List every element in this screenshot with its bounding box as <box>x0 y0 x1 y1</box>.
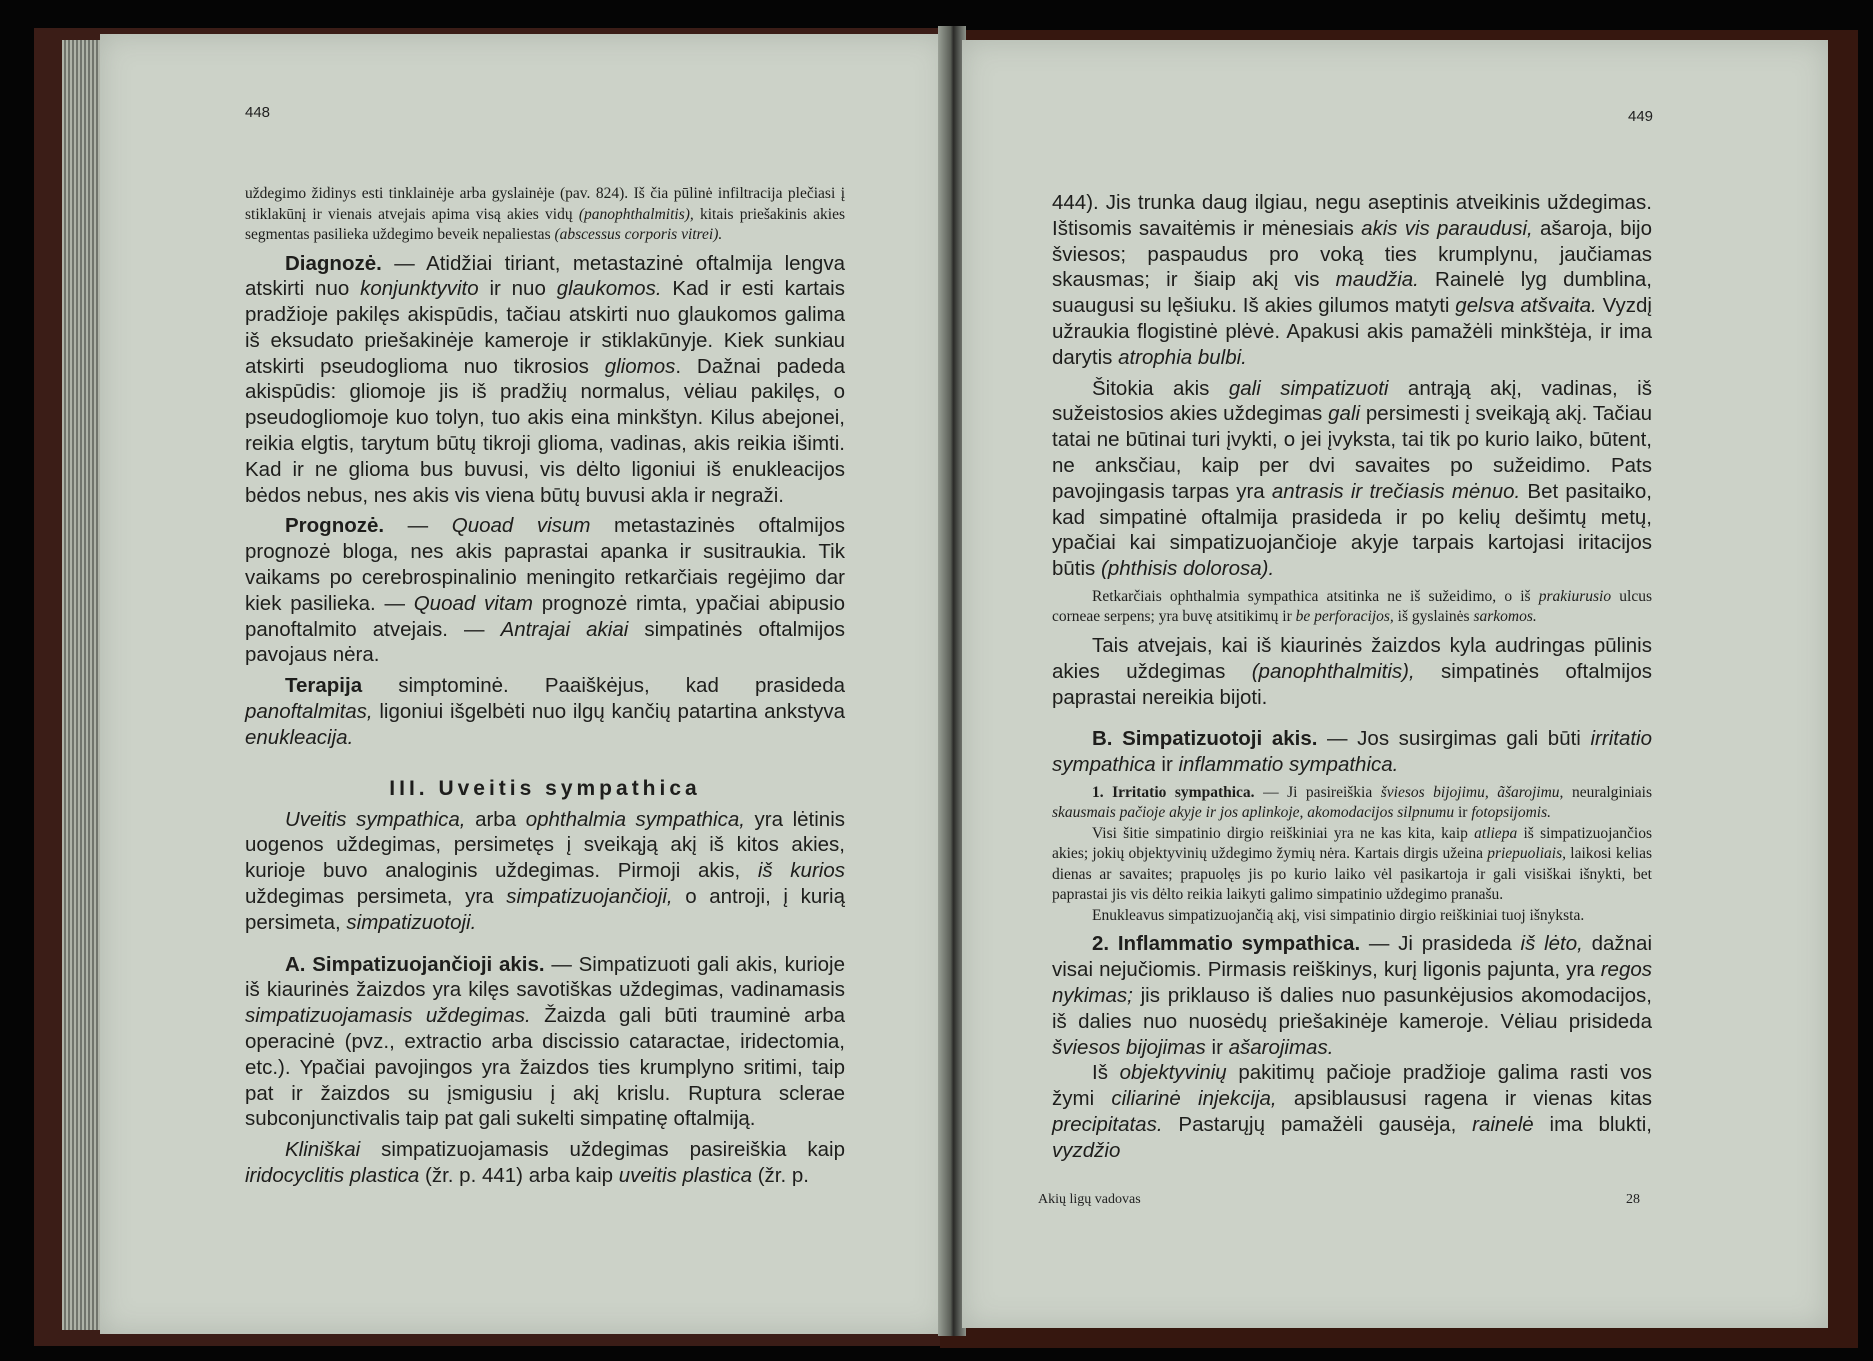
small-print-paragraph <box>1052 824 1652 906</box>
italic-term: simpatizuojamasis uždegimas. <box>245 1004 531 1028</box>
text-run: prognozė rimta, ypačiai abipusio panoftalmito atvejais. — <box>245 591 845 641</box>
italic-term: gliomos <box>604 354 676 378</box>
text-run: apsiblaususi ragena ir vienas kitas <box>1276 1087 1653 1111</box>
text-run: o antroji, į kurią persimeta, <box>245 885 846 934</box>
left-page-text <box>245 184 845 1189</box>
italic-term: simpatizuotoji. <box>346 910 477 934</box>
text-run: Žaizda gali būti trauminė arba operacinė (pvz., extractio arba discissio cataractae, iridectomia, etc.). Ypačiai pavojingos yra žaizdos ties krumplyno sritimi, taip pat ir žaizdos su įsmigusiu į akį krislu. Ruptura sclerae subconjunctivalis taip pat gali sukelti simpatinę oftalmiją. <box>245 1004 845 1131</box>
text-run: (žr. p. 441) arba kaip <box>419 1164 619 1187</box>
text-run: . Dažnai padeda akispūdis: gliomoje jis iš pradžių normalus, vėliau pakilęs, o pseudogliomoje kuo tolyn, tuo akis eina minkštyn. Kilus abejonei, reikia elgtis, tarytum būtų tikroji glioma, vadinas, akis reikia išimti. Kad ir ne glioma bus buvusi, vis dėlto ligoniui iš enukleacijos bėdos nebus, nes akis vis viena būtų buvusi akla ir negraži. <box>245 354 845 507</box>
text-run: simpatinės oftalmijos pavojaus nėra. <box>245 617 845 667</box>
text-run: uždegimo židinys esti tinklainėje arba gyslainėje (pav. 824). Iš čia pūlinė infiltracija plečiasi į stiklakūnį ir vienais atvejais apima visą akies vidų <box>245 185 845 223</box>
italic-term: iridocyclitis plastica <box>245 1164 420 1187</box>
right-page-text <box>1052 190 1652 1164</box>
italic-term: iš lėto, <box>1520 932 1583 956</box>
italic-term: regos nykimas; <box>1052 958 1652 1008</box>
paragraph <box>245 513 845 668</box>
bold-term: B. Simpatizuotoji akis. <box>1092 727 1318 751</box>
small-print-paragraph <box>245 184 845 246</box>
text-run: dažnai visai nejučiomis. Pirmasis reiškinys, kurį ligonis pajunta, yra <box>1052 932 1653 982</box>
footer-signature-number: 28 <box>1626 1192 1640 1207</box>
paragraph <box>245 251 845 509</box>
text-run: simptominė. Paaiškėjus, kad prasideda <box>362 674 845 698</box>
italic-term: simpatizuojančioji, <box>506 885 673 909</box>
bold-term: 2. Inflammatio sympathica. <box>1092 932 1361 956</box>
text-run: ulcus corneae serpens; yra buvę atsitikimų ir <box>1052 587 1652 626</box>
text-run: (žr. p. <box>752 1164 809 1187</box>
text-run: antrąją akį, vadinas, iš sužeistosios akies uždegimas <box>1052 376 1652 426</box>
text-run: Rainelė lyg dumblina, suaugusi su lęšiuku. Iš akies gilumos matyti <box>1052 268 1652 318</box>
text-run: — <box>384 514 452 538</box>
bold-term: Prognozė. <box>285 514 385 538</box>
text-run: laikosi kelias dienas ar savaites; prapuolęs jis po kurio laiko vėl pasikartoja ir gali visiškai išnykti, bet paprastai jis vis dėlto reikia laikyti galimo simpatinio uždegimo pranašu. <box>1052 845 1652 904</box>
italic-term: konjunktyvito <box>360 277 479 301</box>
italic-term: šviesos bijojimu, ãšarojimu, <box>1380 783 1564 801</box>
text-run: neuralginiais <box>1563 783 1652 801</box>
paragraph <box>1052 190 1652 371</box>
text-run: ir <box>1454 804 1472 822</box>
text-run: — Jos susirgimas gali būti <box>1317 727 1591 751</box>
paragraph <box>1052 633 1652 710</box>
italic-term: šviesos bijojimas <box>1052 1035 1206 1059</box>
text-run: persimesti į sveikąją akį. Tačiau tatai ne būtinai turi įvykti, o jei įvyksta, tai tik po kurio laiko, būtent, ne anksčiau, kaip per dvi savaites po sužeidimo. Pats pavojingasis tarpas yra <box>1052 402 1653 503</box>
italic-term: Antrajai akiai <box>500 617 629 641</box>
italic-term: be perforacijos, <box>1295 608 1394 626</box>
text-run: Retkarčiais ophthalmia sympathica atsitinka ne iš sužeidimo, o iš <box>1092 587 1539 605</box>
text-run: simpatizuojamasis uždegimas pasireiškia kaip <box>360 1138 845 1162</box>
text-run: ašaroja, bijo šviesos; paspaudus pro voką ties krumplynu, jaučiamas skausmas; ir šiaip akį vis <box>1052 216 1653 292</box>
text-run: Tais atvejais, kai iš kiaurinės žaizdos kyla audringas pūlinis akies uždegimas <box>1052 633 1652 683</box>
bold-term: A. Simpatizuojančioji akis. <box>285 952 545 976</box>
text-run: Pastarųjų pamažėli gausėja, <box>1162 1113 1473 1137</box>
italic-term: inflammatio sympathica. <box>1178 753 1399 777</box>
italic-term: enukleacija. <box>245 725 354 749</box>
section-heading <box>245 775 845 803</box>
text-run: Kad ir esti kartais pradžioje pakilęs akispūdis, tačiau atskirti nuo glaukomos galima iš eksudato priešakinėje kameroje ir stiklakūnyje. Kiek sunkiau atskirti pseudoglioma nuo tikrosios <box>245 277 845 378</box>
page-edges <box>62 40 102 1330</box>
italic-term: irritatio sympathica <box>1052 727 1652 777</box>
text-run: — Simpatizuoti gali akis, kurioje iš kiaurinės žaizdos yra kilęs savotiškas uždegimas, vadinamasis <box>245 952 846 1002</box>
text-run: — Ji prasideda <box>1360 932 1521 956</box>
italic-term: antrasis ir trečiasis mėnuo. <box>1271 479 1521 503</box>
italic-term: akis vis paraudusi, <box>1361 216 1533 240</box>
text-run: Vyzdį užraukia flogistinė plėvė. Apakusi akis pamažėli minkštėja, ir ima darytis <box>1052 294 1652 369</box>
text-run: iš gyslainės <box>1393 608 1474 626</box>
italic-term: sarkomos. <box>1473 608 1537 626</box>
italic-term: ophthalmia sympathica, <box>525 807 745 831</box>
italic-term: rainelė <box>1472 1113 1534 1137</box>
paragraph <box>245 807 845 936</box>
text-run: arba <box>465 807 526 831</box>
text-run: ligoniui išgelbėti nuo ilgų kančių patartina ankstyva <box>372 700 845 724</box>
italic-term: ašarojimas. <box>1228 1035 1334 1059</box>
italic-term: gelsva atšvaita. <box>1455 294 1597 318</box>
text-run: Iš <box>1092 1061 1120 1085</box>
text-run: simpatinės oftalmijos paprastai nereikia bijoti. <box>1052 659 1652 709</box>
italic-term: atliepa <box>1474 824 1518 842</box>
text-run: — Ji pasireiškia <box>1254 783 1381 801</box>
italic-term: panoftalmitas, <box>245 700 373 724</box>
bold-term: Terapija <box>285 674 363 698</box>
text-run: 444). Jis trunka daug ilgiau, negu aseptinis atveikinis uždegimas. Ištisomis savaitėmis ir mėnesiais <box>1052 191 1652 240</box>
italic-term: Quoad vitam <box>413 591 534 615</box>
italic-term: precipitatas. <box>1052 1113 1163 1137</box>
italic-term: maudžia. <box>1335 268 1419 292</box>
italic-term: (abscessus corporis vitrei). <box>554 226 723 243</box>
text-run: Šitokia akis <box>1092 376 1229 400</box>
small-print-paragraph <box>1052 783 1652 824</box>
italic-term: gali <box>1328 402 1361 426</box>
italic-term: prakiurusio <box>1538 587 1612 605</box>
italic-term: vyzdžio <box>1052 1138 1121 1162</box>
paragraph <box>1052 726 1652 778</box>
text-run: Visi šitie simpatinio dirgio reiškiniai yra ne kas kita, kaip <box>1092 824 1475 842</box>
italic-term: uveitis plastica <box>618 1164 753 1187</box>
italic-term: Uveitis sympathica, <box>285 807 466 831</box>
text-run: uždegimas persimeta, yra <box>245 885 507 909</box>
paragraph <box>1052 931 1652 1060</box>
text-run: jis priklauso iš dalies nuo pasunkėjusios akomodacijos, iš dalies nuo nuosėdų priešakinėje kameroje. Vėliau prisideda <box>1052 984 1652 1033</box>
page-number: 449 <box>1628 108 1654 125</box>
text-run: ir nuo <box>478 277 557 301</box>
page-number: 448 <box>245 104 271 121</box>
italic-term: Kliniškai <box>285 1138 361 1162</box>
italic-term: (phthisis dolorosa). <box>1101 557 1275 581</box>
italic-term: iš kurios <box>757 859 845 883</box>
paragraph <box>245 673 845 750</box>
italic-term: objektyvinių <box>1119 1061 1227 1085</box>
text-run: — Atidžiai tiriant, metastazinė oftalmija lengva atskirti nuo <box>245 251 845 301</box>
italic-term: atrophia bulbi. <box>1118 345 1247 369</box>
paragraph <box>1052 376 1652 582</box>
paragraph <box>245 952 845 1133</box>
italic-term: glaukomos. <box>556 277 662 301</box>
text-run: pakitimų pačioje pradžioje galima rasti vos žymi <box>1052 1061 1652 1111</box>
left-page <box>100 34 946 1334</box>
italic-term: (panophthalmitis), <box>1251 659 1415 683</box>
text-run: ir <box>1155 753 1179 777</box>
italic-term: fotopsijomis. <box>1471 804 1551 822</box>
italic-term: priepuoliais, <box>1487 845 1567 863</box>
italic-term: ciliarinė injekcija, <box>1111 1087 1277 1111</box>
paragraph <box>1052 1060 1652 1163</box>
text-run: ima blukti, <box>1533 1113 1652 1137</box>
bold-term: Diagnozė. <box>285 251 382 275</box>
text-run: metastazinės oftalmijos prognozė bloga, nes akis paprastai apanka ir susitraukia. Tik vaikams po cerebrospinalinio meningito retkarčiais regėjimo dar kiek pasilieka. — <box>245 514 845 615</box>
right-page <box>962 40 1828 1328</box>
paragraph <box>245 1137 845 1189</box>
text-run: III. Uveitis sympathica <box>389 776 701 800</box>
small-print-paragraph <box>1052 906 1652 927</box>
italic-term: (panophthalmitis), <box>578 205 694 223</box>
text-run: Enukleavus simpatizuojančią akį, visi simpatinio dirgio reiškiniai tuoj išnyksta. <box>1092 906 1585 924</box>
bold-term: 1. Irritatio sympathica. <box>1092 783 1255 801</box>
small-print-paragraph <box>1052 587 1652 628</box>
text-run: Bet pasitaiko, kad simpatinė oftalmija prasideda ir po kelių dešimtų metų, ypačiai kai simpatizuojančioje akyje tarpais kartojasi iritacijos būtis <box>1052 479 1652 581</box>
footer-book-title: Akių ligų vadovas <box>1038 1192 1141 1207</box>
text-run: yra lėtinis uogenos uždegimas, persimetęs į sveikąją akį iš kitos akies, kurioje buvo analoginis uždegimas. Pirmoji akis, <box>245 807 845 883</box>
text-run: ir <box>1205 1035 1229 1059</box>
italic-term: skausmais pačioje akyje ir jos aplinkoje, akomodacijos silpnumu <box>1052 804 1455 822</box>
italic-term: gali simpatizuoti <box>1228 376 1389 400</box>
text-run: iš simpatizuojančios akies; jokių objektyvinių uždegimo žymių nėra. Kartais dirgis užeina <box>1052 824 1652 863</box>
italic-term: Quoad visum <box>451 514 591 538</box>
text-run: kitais priešakinis akies segmentas pasilieka uždegimo beveik nepaliestas <box>245 205 846 243</box>
